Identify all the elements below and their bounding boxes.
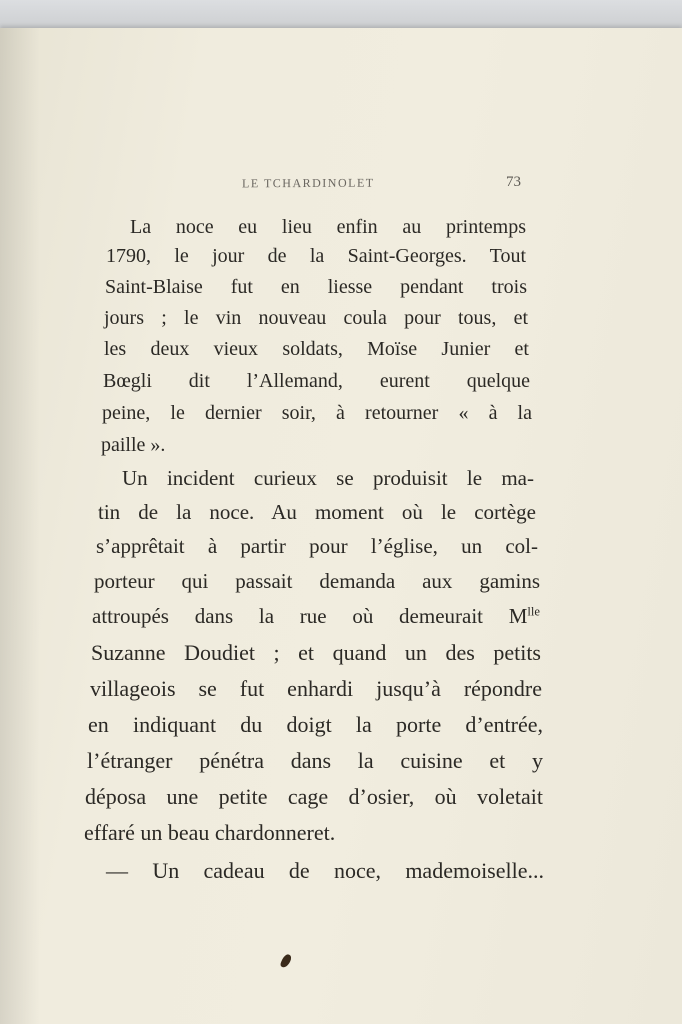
text-line: 1790, le jour de la Saint-Georges. Tout: [106, 245, 526, 267]
text-line: tin de la noce. Au moment où le cortège: [98, 500, 536, 524]
text-line: Suzanne Doudiet ; et quand un des petits: [91, 640, 541, 665]
text-line: l’étranger pénétra dans la cuisine et y: [87, 748, 543, 773]
text-line: paille ».: [101, 434, 166, 456]
body-text: [0, 28, 682, 1024]
text-line: porteur qui passait demanda aux gamins: [94, 569, 540, 593]
text-line: jours ; le vin nouveau coula pour tous, et: [104, 307, 528, 329]
text-line: les deux vieux soldats, Moïse Junier et: [104, 338, 529, 360]
text-line: en indiquant du doigt la porte d’entrée,: [88, 712, 543, 737]
book-page: [0, 28, 682, 1024]
text-line-main: attroupés dans la rue où demeurait M: [92, 604, 528, 628]
page-number: 73: [506, 174, 521, 190]
running-title: LE TCHARDINOLET: [242, 175, 375, 191]
text-line: peine, le dernier soir, à retourner « à la: [102, 402, 532, 424]
text-line: villageois se fut enhardi jusqu’à répondre: [90, 676, 542, 701]
text-line: Un incident curieux se produisit le ma-: [122, 466, 534, 490]
text-line: s’apprêtait à partir pour l’église, un col-: [96, 534, 538, 558]
text-line: La noce eu lieu enfin au printemps: [130, 216, 526, 238]
text-line: — Un cadeau de noce, mademoiselle...: [106, 858, 544, 883]
superscript-abbreviation: lle: [527, 604, 540, 619]
text-line: effaré un beau chardonneret.: [84, 820, 336, 845]
text-line: [92, 604, 540, 629]
text-line: Bœgli dit l’Allemand, eurent quelque: [103, 370, 530, 392]
text-line: déposa une petite cage d’osier, où voletait: [85, 784, 543, 809]
text-line: Saint-Blaise fut en liesse pendant trois: [105, 276, 527, 298]
